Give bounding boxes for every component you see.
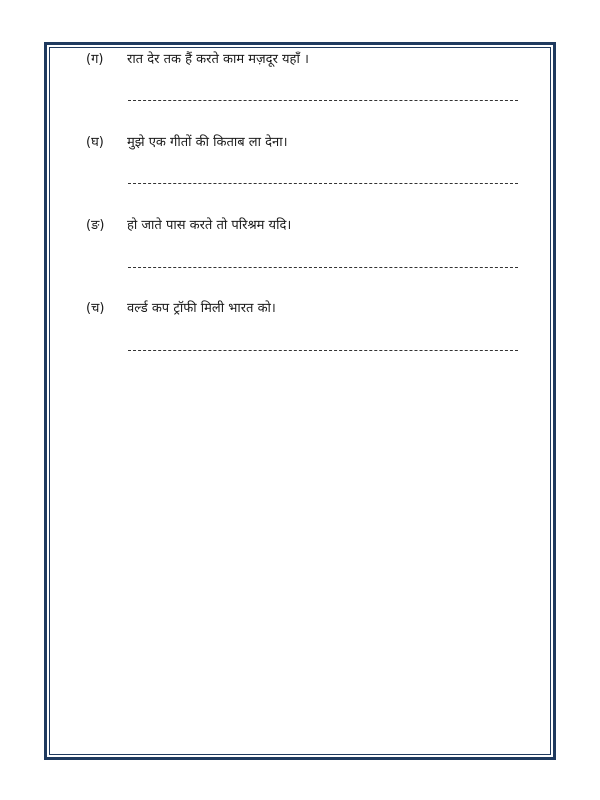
question-text: हो जाते पास करते तो परिश्रम यदि।: [127, 218, 292, 233]
question-label: (ङ): [86, 218, 105, 233]
question-text: वर्ल्ड कप ट्रॉफी मिली भारत को।: [127, 301, 276, 316]
question-text: रात देर तक हैं करते काम मज़दूर यहाँ ।: [127, 52, 309, 67]
answer-line[interactable]: [128, 350, 518, 351]
question-label: (च): [86, 301, 105, 316]
question-label: (घ): [86, 135, 104, 150]
answer-line[interactable]: [128, 183, 518, 184]
question-label: (ग): [86, 52, 104, 67]
question-text: मुझे एक गीतों की किताब ला देना।: [127, 135, 288, 150]
question-nga: [86, 216, 526, 236]
answer-line[interactable]: [128, 100, 518, 101]
page-border-inner: [49, 47, 551, 755]
question-gha: [86, 133, 526, 153]
answer-line[interactable]: [128, 267, 518, 268]
question-cha: [86, 299, 526, 319]
question-ga: [86, 50, 526, 70]
